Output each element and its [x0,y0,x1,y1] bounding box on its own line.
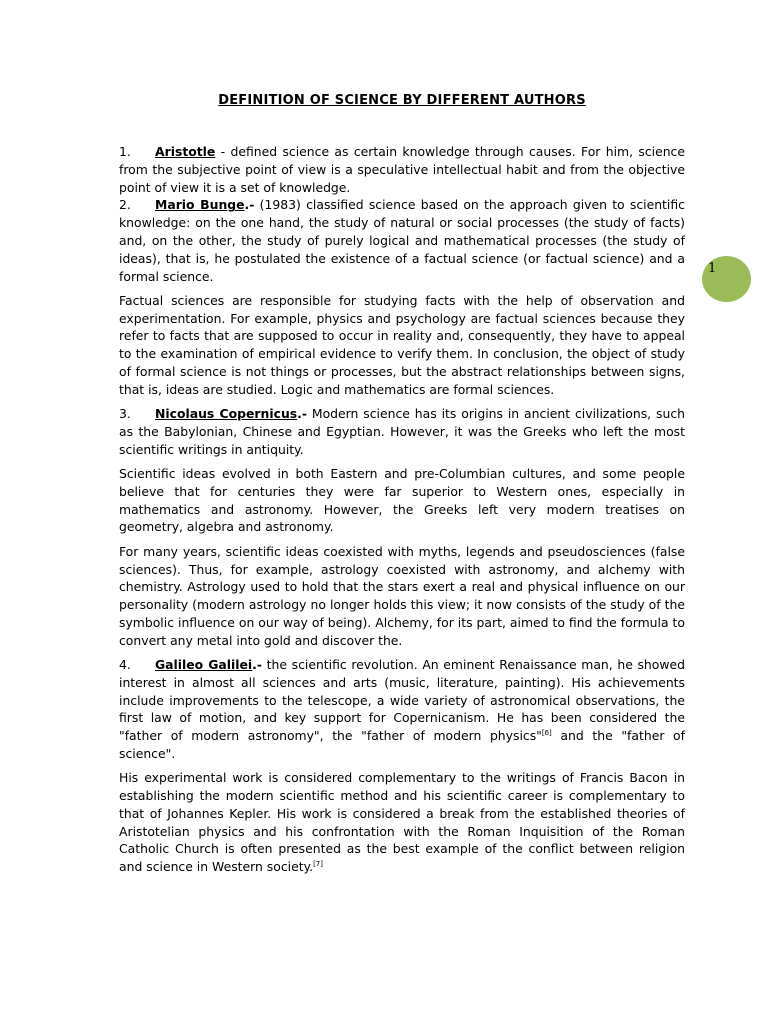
list-item-galilei [119,656,685,763]
reference-link[interactable]: [7] [313,860,323,869]
page-title: DEFINITION OF SCIENCE BY DIFFERENT AUTHORS [218,93,586,108]
document-body [119,143,685,883]
paragraph-factual-sciences: Factual sciences are responsible for studying facts with the help of observation and experimentation. For example, physics and psychology are factual sciences because they refer to facts that are supposed to occur in reality and, consequently, they have to appeal to the examination of empirical evidence to verify them. In conclusion, the object of study of formal science is not things or processes, but the abstract relationships between signs, that is, ideas are studied. Logic and mathematics are formal sciences. [119,292,685,397]
list-number: 2. [119,197,131,213]
author-name: Nicolaus Copernicus [155,406,298,422]
list-item-aristotle [119,143,685,196]
page-number: 1 [708,261,717,276]
list-number: 1. [119,144,131,159]
author-name: Aristotle [155,144,216,159]
author-name: Galileo Galilei [155,657,253,673]
item-text: - defined science as certain knowledge through causes. For him, science from the subjective point of view is a speculative intellectual habit and from the objective point of view it is a set of knowledge. [119,144,685,195]
list-item-bunge [119,196,685,285]
paragraph-experimental [119,769,685,876]
reference-link[interactable]: [6] [541,729,552,738]
separator: .- [244,197,255,213]
item-text-after: and the "father of science". [119,728,685,761]
list-number: 4. [119,657,131,673]
list-item-copernicus [119,405,685,458]
separator: .- [252,657,262,673]
page-number-badge [702,256,751,302]
item-text: Modern science has its origins in ancient civilizations, such as the Babylonian, Chinese and Egyptian. However, it was the Greeks who left the most scientific writings in antiquity. [119,406,685,457]
paragraph-myths: For many years, scientific ideas coexisted with myths, legends and pseudosciences (false sciences). Thus, for example, astrology coexisted with astronomy, and alchemy with chemistry. Astrology used to hold that the stars exert a real and physical influence on our personality (modern astrology no longer holds this view; it now consists of the study of the symbolic influence on our way of being). Alchemy, for its part, aimed to find the formula to convert any metal into gold and discover the. [119,543,685,648]
paragraph-text: His experimental work is considered complementary to the writings of Francis Bacon in establishing the modern scientific method and his scientific career is complementary to that of Johannes Kepler. His work is considered a break from the established theories of Aristotelian physics and his confrontation with the Roman Inquisition of the Roman Catholic Church is often presented as the best example of the conflict between religion and science in Western society. [119,770,685,875]
list-number: 3. [119,406,131,422]
item-text: (1983) classified science based on the approach given to scientific knowledge: on the one hand, the study of natural or social processes (the study of facts) and, on the other, the study of purely logical and mathematical processes (the study of ideas), that is, he postulated the existence of a factual science (or factual science) and a formal science. [119,197,685,284]
author-name: Mario Bunge [155,197,245,213]
item-text: the scientific revolution. An eminent Renaissance man, he showed interest in almost all sciences and arts (music, literature, painting). His achievements include improvements to the telescope, a wide variety of astronomical observations, the first law of motion, and key support for Copernicanism. He has been considered the "father of modern astronomy", the "father of modern physics" [119,657,685,744]
separator: .- [297,406,308,422]
paragraph-cultures: Scientific ideas evolved in both Eastern and pre-Columbian cultures, and some people believe that for centuries they were far superior to Western ones, especially in mathematics and astronomy. However, the Greeks left very modern treatises on geometry, algebra and astronomy. [119,466,685,535]
